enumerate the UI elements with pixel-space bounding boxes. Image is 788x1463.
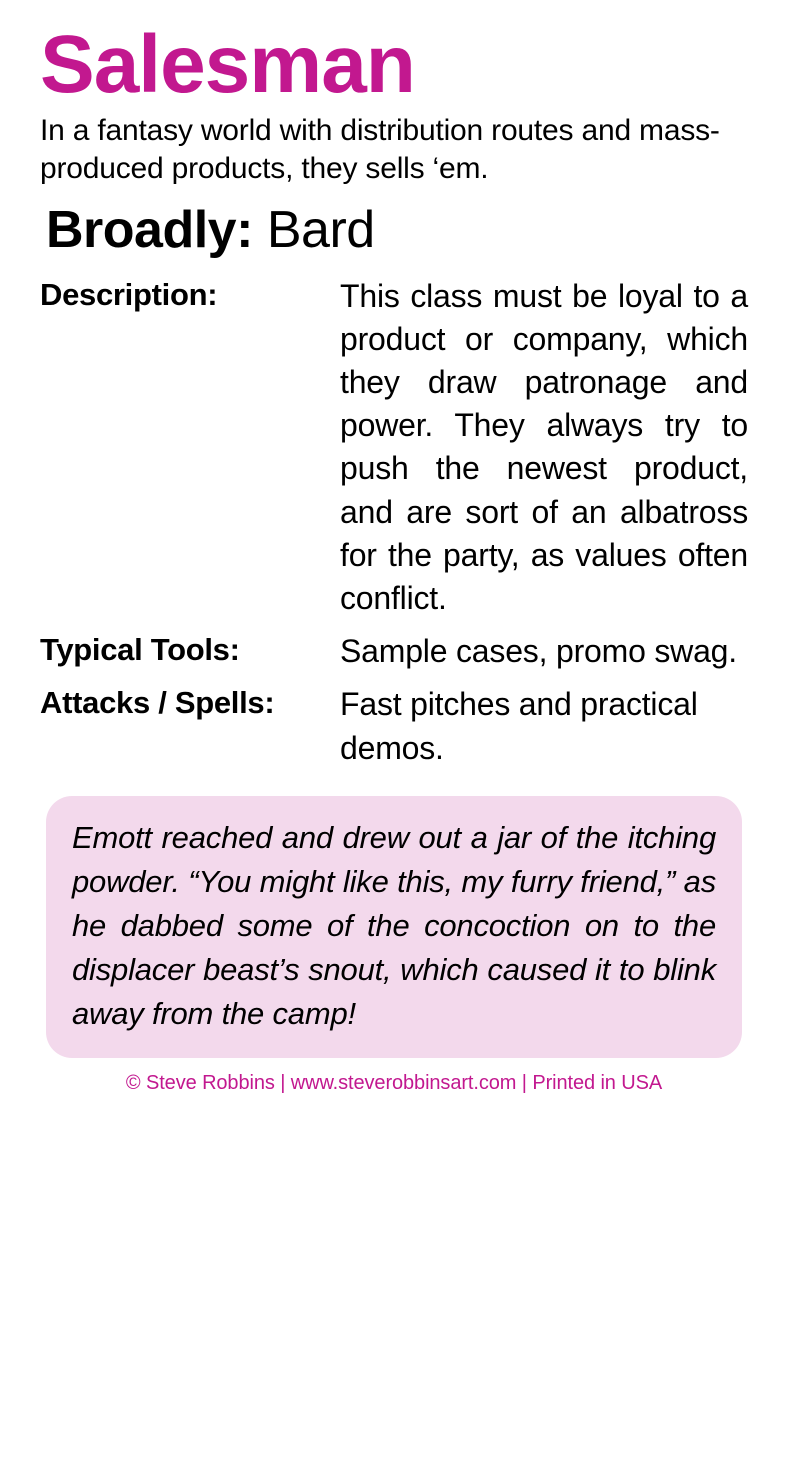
broadly-line [46,201,748,261]
footer-credit: © Steve Robbins | www.steverobbinsart.com | Printed in USA [125,1071,663,1094]
field-table [40,275,748,780]
flavor-quote-box [46,796,742,1058]
field-label-attacks-spells: Attacks / Spells: [40,685,275,721]
table-row [40,683,748,779]
broadly-value: Bard [266,200,375,259]
field-value-attacks-spells: Fast pitches and practical demos. [340,686,698,766]
flavor-quote-text: Emott reached and drew out a jar of the itching powder. “You might like this, my furry friend,” as he dabbed some of the concoction on to the displacer beast’s snout, which caused it to blink away from the camp! [72,819,716,1031]
table-row [40,275,748,631]
table-row [40,630,748,683]
broadly-label: Broadly: [46,200,253,259]
field-value-description: This class must be loyal to a product or company, which they draw patronage and power. They always try to push the newest product, and are sort of an albatross for the party, as values often conflict. [340,277,748,616]
field-label-typical-tools: Typical Tools: [40,632,240,668]
page-title: Salesman [40,19,415,110]
field-value-typical-tools: Sample cases, promo swag. [340,633,737,670]
card-subtitle: In a fantasy world with distribution routes and mass-produced products, they sells ‘em. [40,114,720,186]
field-label-description: Description: [40,276,218,312]
